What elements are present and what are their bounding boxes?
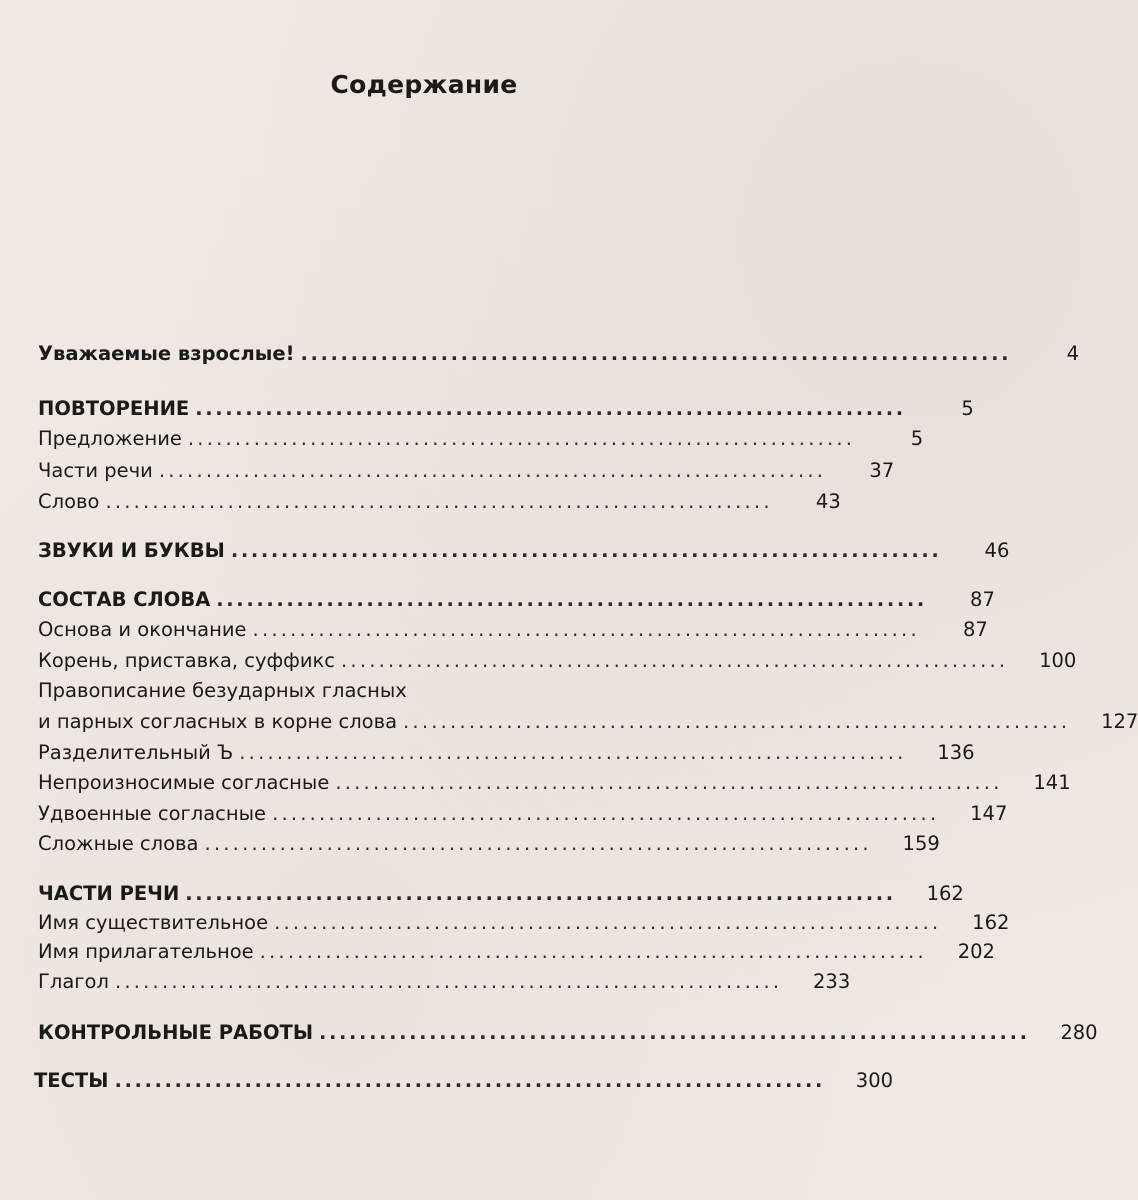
- toc-entry-root-prefix-suffix[interactable]: [38, 645, 1077, 677]
- toc-entry-label: Корень, приставка, суффикс: [38, 649, 336, 672]
- toc-entry-page: 141: [1033, 771, 1071, 794]
- toc-section-sounds-letters[interactable]: [38, 535, 1010, 567]
- toc-entry-noun[interactable]: [38, 907, 1010, 939]
- toc-entry-label: Уважаемые взрослые!: [38, 342, 295, 365]
- toc-entry-label: Имя существительное: [38, 911, 269, 934]
- toc-section-tests[interactable]: [34, 1065, 894, 1097]
- dot-leader: .......................................................................: [158, 459, 827, 482]
- dot-leader: .......................................................................: [204, 832, 872, 855]
- toc-entry-label: КОНТРОЛЬНЫЕ РАБОТЫ: [38, 1021, 314, 1044]
- toc-entry-label: ПОВТОРЕНИЕ: [38, 397, 190, 420]
- toc-entry-label: Разделительный Ъ: [38, 741, 234, 764]
- dot-leader: .......................................................................: [239, 741, 907, 764]
- toc-entry-label: СОСТАВ СЛОВА: [38, 588, 211, 611]
- dot-leader: .......................................................................: [252, 618, 920, 641]
- toc-entry-sentence[interactable]: [38, 423, 924, 455]
- toc-entry-silent-consonants[interactable]: [38, 767, 1071, 799]
- toc-entry-page: 87: [970, 588, 995, 611]
- toc-section-word-composition[interactable]: [38, 584, 995, 616]
- toc-entry-label: Сложные слова: [38, 832, 199, 855]
- toc-entry-label: Части речи: [38, 459, 153, 482]
- dot-leader: .......................................................................: [114, 1069, 826, 1092]
- toc-entry-label: Предложение: [38, 427, 182, 450]
- toc-entry-page: 159: [902, 832, 940, 855]
- dot-leader: .......................................................................: [272, 802, 940, 825]
- toc-entry-page: 127: [1101, 710, 1138, 733]
- toc-entry-word[interactable]: [38, 486, 841, 518]
- toc-entry-verb[interactable]: [38, 966, 851, 998]
- dot-leader: .......................................................................: [230, 539, 942, 562]
- toc-entry-label: ТЕСТЫ: [34, 1069, 109, 1092]
- page-title: Содержание: [330, 70, 518, 99]
- dot-leader: .......................................................................: [335, 771, 1003, 794]
- toc-entry-page: 162: [926, 882, 964, 905]
- toc-entry-page: 136: [937, 741, 975, 764]
- toc-entry-label: ЧАСТИ РЕЧИ: [38, 882, 180, 905]
- toc-entry-page: 100: [1039, 649, 1077, 672]
- dot-leader: .......................................................................: [300, 342, 1012, 365]
- toc-entry-compound-words[interactable]: [38, 828, 940, 860]
- toc-entry-hard-sign[interactable]: [38, 737, 975, 769]
- dot-leader: .......................................................................: [403, 710, 1071, 733]
- toc-entry-page: 5: [910, 427, 924, 450]
- toc-entry-stem-ending[interactable]: [38, 614, 988, 646]
- toc-entry-double-consonants[interactable]: [38, 798, 1008, 830]
- toc-entry-page: 46: [984, 539, 1010, 562]
- toc-entry-page: 202: [957, 940, 995, 963]
- toc-entry-page: 87: [963, 618, 988, 641]
- toc-entry-adults[interactable]: [38, 338, 1080, 370]
- toc-entry-page: 233: [813, 970, 851, 993]
- toc-entry-label: и парных согласных в корне слова: [38, 710, 398, 733]
- toc-entry-label: Глагол: [38, 970, 109, 993]
- toc-entry-adjective[interactable]: [38, 936, 995, 968]
- toc-entry-page: 37: [869, 459, 895, 482]
- toc-entry-label: Слово: [38, 490, 100, 513]
- toc-entry-page: 147: [970, 802, 1008, 825]
- dot-leader: .......................................................................: [341, 649, 1009, 672]
- dot-leader: .......................................................................: [195, 397, 906, 420]
- dot-leader: .......................................................................: [114, 970, 783, 993]
- toc-entry-page: 162: [972, 911, 1010, 934]
- toc-section-repetition[interactable]: [38, 393, 974, 425]
- toc-section-tests-control[interactable]: [38, 1017, 1098, 1049]
- toc-entry-parts-of-speech[interactable]: [38, 455, 895, 487]
- dot-leader: .......................................................................: [274, 911, 942, 934]
- toc-entry-spelling-line1: Правописание безударных гласных: [38, 679, 407, 702]
- toc-entry-spelling[interactable]: [38, 706, 1138, 738]
- toc-entry-page: 300: [855, 1069, 894, 1092]
- toc-entry-label: ЗВУКИ И БУКВЫ: [38, 539, 225, 562]
- toc-entry-page: 43: [815, 490, 841, 513]
- toc-entry-label: Имя прилагательное: [38, 940, 254, 963]
- toc-entry-label: Удвоенные согласные: [38, 802, 267, 825]
- dot-leader: .......................................................................: [216, 588, 927, 611]
- toc-entry-page: 280: [1060, 1021, 1098, 1044]
- toc-entry-page: 4: [1066, 342, 1080, 365]
- dot-leader: .......................................................................: [105, 490, 773, 513]
- toc-entry-label: Непроизносимые согласные: [38, 771, 330, 794]
- toc-entry-page: 5: [961, 397, 974, 420]
- dot-leader: .......................................................................: [185, 882, 896, 905]
- toc-section-parts-of-speech[interactable]: [38, 878, 964, 910]
- dot-leader: .......................................................................: [259, 940, 927, 963]
- dot-leader: .......................................................................: [319, 1021, 1030, 1044]
- toc-entry-label: Основа и окончание: [38, 618, 247, 641]
- dot-leader: .......................................................................: [187, 427, 856, 450]
